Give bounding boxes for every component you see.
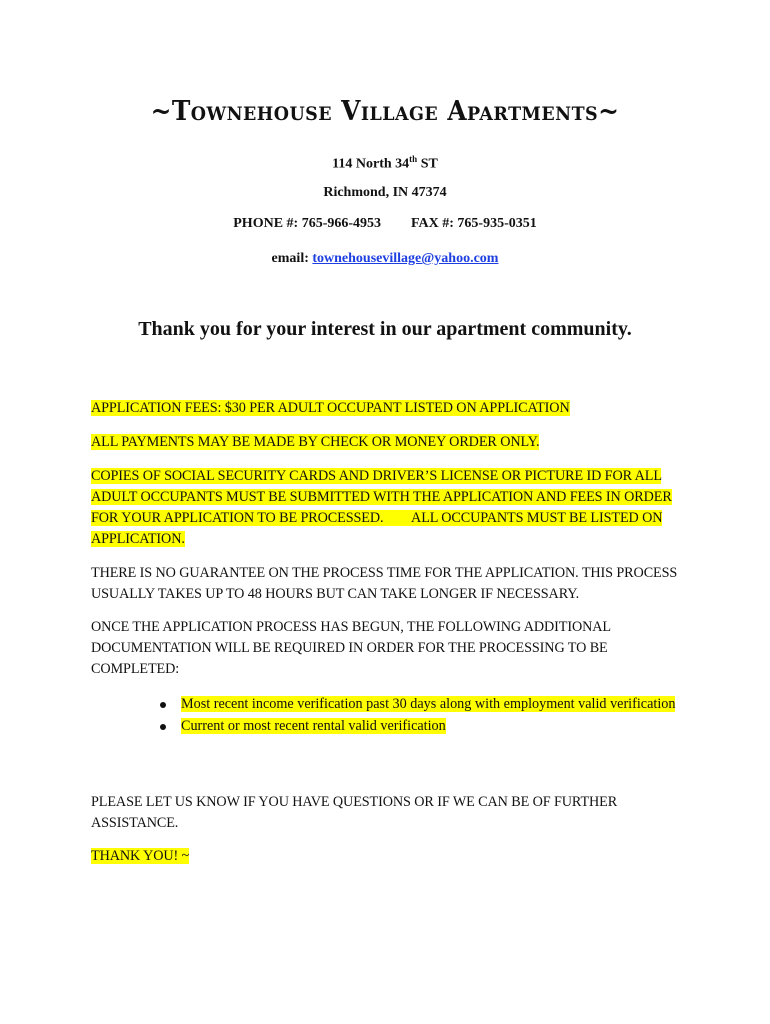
fees-text: APPLICATION FEES: $30 PER ADULT OCCUPANT LISTED ON APPLICATION bbox=[91, 400, 570, 416]
phone-number: PHONE #: 765-966-4953 bbox=[233, 216, 382, 231]
copies-text bbox=[91, 468, 672, 547]
email-line bbox=[0, 251, 770, 267]
payments-text: ALL PAYMENTS MAY BE MADE BY CHECK OR MONEY ORDER ONLY. bbox=[91, 434, 540, 450]
closing-text: THANK YOU! ~ bbox=[91, 848, 190, 864]
guarantee-paragraph: THERE IS NO GUARANTEE ON THE PROCESS TIME FOR THE APPLICATION. THIS PROCESS USUALLY TAKES UP TO 48 HOURS BUT CAN TAKE LONGER IF NECESSARY. bbox=[91, 565, 678, 602]
address-street bbox=[0, 154, 770, 173]
closing-paragraph bbox=[91, 846, 691, 867]
address-street-suffix: ST bbox=[417, 156, 438, 172]
email-label: email: bbox=[271, 251, 313, 266]
list-item-text: Current or most recent rental valid verification bbox=[181, 718, 446, 734]
bullet-icon bbox=[160, 724, 166, 730]
address-street-number: 114 North 34 bbox=[332, 156, 410, 172]
fees-paragraph bbox=[91, 398, 691, 419]
page-title: ~Townehouse Village Apartments~ bbox=[150, 96, 620, 127]
list-item-text: Most recent income verification past 30 days along with employment valid verification bbox=[181, 696, 676, 712]
thank-you-heading: Thank you for your interest in our apartment community. bbox=[138, 318, 632, 340]
copies-text-occupants: ALL OCCUPANTS MUST BE LISTED ON APPLICATION. bbox=[91, 510, 663, 547]
payments-paragraph bbox=[91, 432, 691, 453]
fax-number: FAX #: 765-935-0351 bbox=[411, 216, 537, 231]
bullet-icon bbox=[160, 702, 166, 708]
address-street-superscript: th bbox=[409, 154, 418, 164]
address-city: Richmond, IN 47374 bbox=[323, 185, 447, 200]
documentation-paragraph: ONCE THE APPLICATION PROCESS HAS BEGUN, THE FOLLOWING ADDITIONAL DOCUMENTATION WILL BE REQUIRED IN ORDER FOR THE PROCESSING TO BE COMPLETED: bbox=[91, 619, 611, 677]
copies-paragraph bbox=[91, 466, 681, 550]
contact-numbers bbox=[0, 216, 770, 232]
email-link[interactable]: townehousevillage@yahoo.com bbox=[312, 251, 499, 266]
documentation-list bbox=[158, 694, 678, 738]
list-item bbox=[158, 716, 678, 737]
questions-paragraph: PLEASE LET US KNOW IF YOU HAVE QUESTIONS OR IF WE CAN BE OF FURTHER ASSISTANCE. bbox=[91, 794, 618, 831]
copies-text-main: COPIES OF SOCIAL SECURITY CARDS AND DRIVER’S LICENSE OR PICTURE ID FOR ALL ADULT OCCUPANTS MUST BE SUBMITTED WITH THE APPLICATION AND FEES IN ORDER FOR YOUR APPLICATION TO BE PROCESSED. bbox=[91, 468, 672, 526]
list-item bbox=[158, 694, 678, 715]
